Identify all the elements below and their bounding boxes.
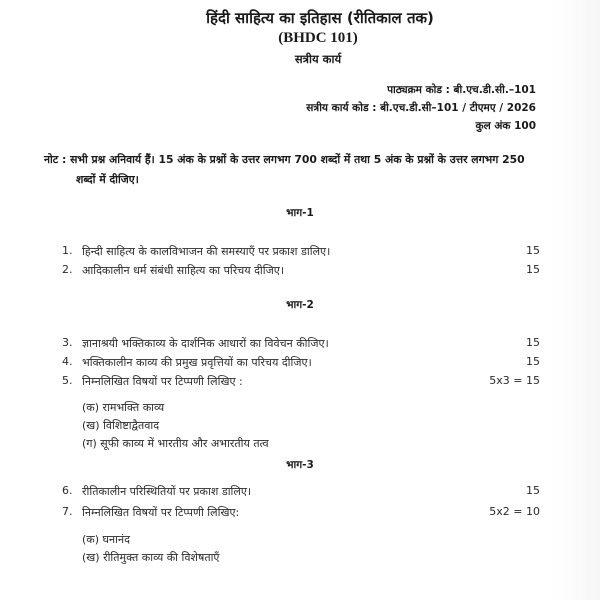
question-number: 3. <box>62 336 73 349</box>
total-marks-label: कुल अंक 100 <box>475 120 536 132</box>
note-line-1: नोट : सभी प्रश्न अनिवार्य हैं। 15 अंक के प्रश्नों के उत्तर लगभग 700 शब्दों में तथा 5 अंक के प्रश्नों के उत्तर लगभग 250 <box>44 153 525 166</box>
question-text: रीतिकालीन परिस्थितियों पर प्रकाश डालिए। <box>82 485 252 498</box>
section-title-3: भाग-3 <box>286 459 314 471</box>
question-text: निम्नलिखित विषयों पर टिप्पणी लिखिए: <box>82 506 240 519</box>
question-number: 2. <box>62 263 73 276</box>
question-text: ज्ञानाश्रयी भक्तिकाव्य के दार्शनिक आधारों का विवेचन कीजिए। <box>82 337 329 350</box>
question-number: 1. <box>62 244 73 257</box>
section-title-2: भाग-2 <box>286 299 314 311</box>
question-number: 7. <box>62 505 73 518</box>
question-text: भक्तिकालीन काव्य की प्रमुख प्रवृत्तियों का परिचय दीजिए। <box>82 356 312 369</box>
question-number: 4. <box>62 355 73 368</box>
document-subtitle: सत्रीय कार्य <box>294 52 342 66</box>
question-marks: 5x3 = 15 <box>489 374 540 387</box>
document-title: हिंदी साहित्य का इतिहास (रीतिकाल तक) <box>206 9 434 27</box>
question-marks: 15 <box>526 355 540 368</box>
sub-item: (ख) विशिष्टाद्वैतवाद <box>82 419 160 432</box>
question-number: 5. <box>62 374 73 387</box>
course-code-label: पाठ्यक्रम कोड : बी.एच.डी.सी.–101 <box>387 84 536 96</box>
question-marks: 5x2 = 10 <box>489 505 540 518</box>
course-code-heading: (BHDC 101) <box>278 30 358 46</box>
section-title-1: भाग-1 <box>286 207 314 219</box>
sub-item: (क) घनानंद <box>82 533 130 546</box>
question-marks: 15 <box>526 263 540 276</box>
question-text: हिन्दी साहित्य के कालविभाजन की समस्याएँ पर प्रकाश डालिए। <box>82 245 331 258</box>
question-text: निम्नलिखित विषयों पर टिप्पणी लिखिए : <box>82 375 243 388</box>
question-marks: 15 <box>526 336 540 349</box>
sub-item: (ग) सूफी काव्य में भारतीय और अभारतीय तत्व <box>82 437 269 450</box>
sub-item: (क) रामभक्ति काव्य <box>82 401 165 414</box>
question-text: आदिकालीन धर्म संबंधी साहित्य का परिचय दीजिए। <box>82 264 285 277</box>
question-number: 6. <box>62 484 73 497</box>
question-marks: 15 <box>526 244 540 257</box>
question-marks: 15 <box>526 484 540 497</box>
assignment-code-label: सत्रीय कार्य कोड : बी.एच.डी.सी–101 / टीएमए / 2026 <box>306 102 536 114</box>
sub-item: (ख) रीतिमुक्त काव्य की विशेषताएँ <box>82 551 220 564</box>
note-line-2: शब्दों में दीजिए। <box>76 173 139 186</box>
